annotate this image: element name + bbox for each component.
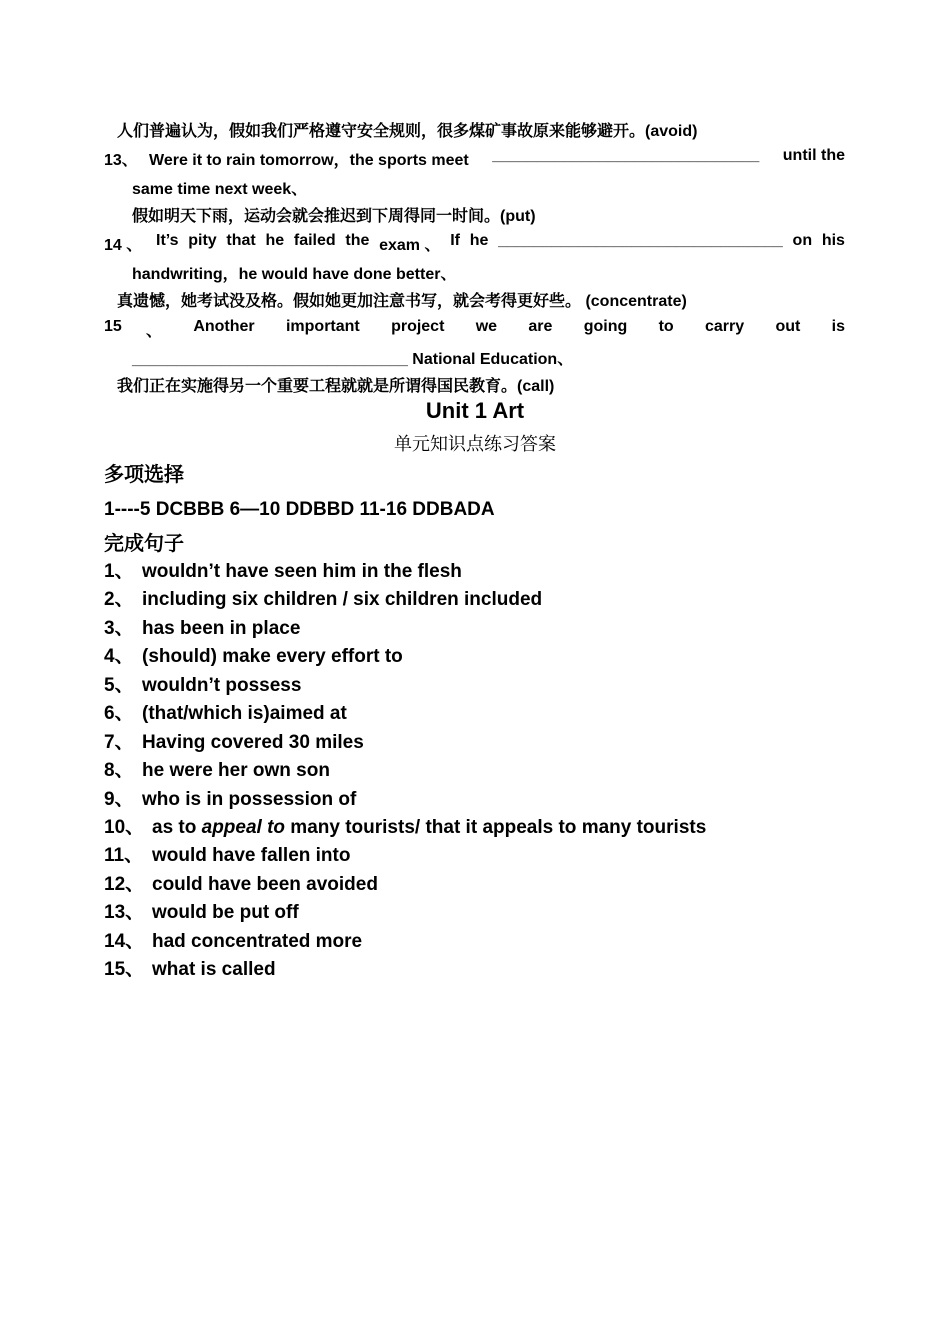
- answer-number: 14、: [104, 931, 145, 952]
- q14-blank: ________________________________: [498, 232, 783, 249]
- answer-item: [104, 869, 378, 896]
- answer-number: 15、: [104, 959, 145, 980]
- q15-word: project: [391, 318, 445, 335]
- answer-text: has been in place: [142, 618, 301, 639]
- answer-item: [104, 926, 362, 953]
- q14-word: on: [792, 232, 813, 249]
- q14-word: pity: [188, 232, 217, 249]
- section-heading-multiple-choice: 多项选择: [104, 464, 184, 486]
- answer-text-post: many tourists/ that it appeals to many tourists: [285, 817, 707, 838]
- answer-text: including six children / six children included: [142, 589, 543, 610]
- answer-text: wouldn’t have seen him in the flesh: [142, 561, 462, 582]
- answer-item: [104, 954, 276, 981]
- q13-continuation: same time next week、: [132, 181, 308, 198]
- answer-number: 7、: [104, 732, 134, 753]
- answer-subtitle: 单元知识点练习答案: [394, 434, 556, 454]
- q14-word: exam 、: [379, 237, 441, 254]
- answer-text: would have fallen into: [152, 845, 351, 866]
- q13-number: 13、: [104, 152, 138, 169]
- q15-continuation: _______________________________ National Education、: [132, 351, 574, 368]
- answer-item: [104, 897, 299, 924]
- answer-item: [104, 812, 706, 839]
- q13-sentence: [149, 147, 845, 170]
- answer-text: could have been avoided: [152, 874, 378, 895]
- exercise-line-avoid: 人们普遍认为，假如我们严格遵守安全规则，很多煤矿事故原来能够避开。(avoid): [117, 123, 698, 140]
- q15-word: are: [528, 318, 553, 335]
- answer-item: [104, 840, 350, 867]
- q15-word: important: [285, 318, 360, 335]
- q13-part: Were it to rain tomorrow，the sports meet: [149, 152, 469, 169]
- answer-text: he were her own son: [142, 760, 330, 781]
- q14-word: he: [469, 232, 489, 249]
- answer-number: 2、: [104, 589, 134, 610]
- q14-word: failed: [293, 232, 336, 249]
- answer-text: would be put off: [152, 902, 299, 923]
- answer-number: 12、: [104, 874, 145, 895]
- answer-item: [104, 727, 364, 754]
- answer-item: [104, 755, 330, 782]
- q15-word: we: [475, 318, 498, 335]
- q15-word: is: [831, 318, 845, 335]
- unit-title: Unit 1 Art: [425, 398, 525, 423]
- answer-item: [104, 556, 462, 583]
- answer-number: 11、: [104, 845, 144, 866]
- answer-text: wouldn’t possess: [142, 675, 302, 696]
- answer-number: 10、: [104, 817, 145, 838]
- answer-number: 8、: [104, 760, 134, 781]
- multiple-choice-answers: 1----5 DCBBB 6—10 DDBBD 11-16 DDBADA: [104, 499, 495, 520]
- q15-sentence: [146, 318, 845, 341]
- q15-word: 、: [146, 323, 163, 340]
- answer-text: what is called: [152, 959, 276, 980]
- q14-sentence: [156, 232, 845, 255]
- q14-word: that: [226, 232, 256, 249]
- q13-blank: ______________________________: [492, 147, 760, 164]
- answer-item: [104, 698, 347, 725]
- answer-item: [104, 784, 356, 811]
- answer-number: 3、: [104, 618, 134, 639]
- q14-word: If: [450, 232, 460, 249]
- q14-number: 14 、: [104, 237, 143, 254]
- q15-word: Another: [193, 318, 255, 335]
- answer-item: [104, 641, 403, 668]
- section-heading-complete-sentences: 完成句子: [104, 533, 184, 555]
- q14-word: he: [265, 232, 285, 249]
- answer-number: 4、: [104, 646, 134, 667]
- answer-number: 6、: [104, 703, 134, 724]
- answer-item: [104, 613, 300, 640]
- answer-text: who is in possession of: [142, 789, 357, 810]
- answer-text-italic: appeal to: [201, 817, 286, 838]
- answer-text: Having covered 30 miles: [142, 732, 364, 753]
- answer-item: [104, 670, 301, 697]
- q15-chinese: 我们正在实施得另一个重要工程就就是所谓得国民教育。(call): [117, 378, 555, 395]
- q14-continuation: handwriting，he would have done better、: [132, 266, 457, 283]
- answer-number: 9、: [104, 789, 134, 810]
- q14-word: the: [345, 232, 370, 249]
- q13-chinese: 假如明天下雨，运动会就会推迟到下周得同一时间。(put): [132, 208, 536, 225]
- q15-word: going: [583, 318, 628, 335]
- q15-word: out: [775, 318, 801, 335]
- q14-chinese: 真遗憾，她考试没及格。假如她更加注意书写，就会考得更好些。 (concentrate): [117, 293, 687, 310]
- answer-text: (should) make every effort to: [142, 646, 403, 667]
- q15-number: 15: [104, 318, 122, 335]
- q13-part: until the: [782, 147, 845, 164]
- answer-number: 5、: [104, 675, 134, 696]
- answer-text: had concentrated more: [152, 931, 363, 952]
- q14-word: his: [821, 232, 845, 249]
- answer-text: (that/which is)aimed at: [142, 703, 347, 724]
- answer-item: [104, 584, 542, 611]
- q15-word: carry: [705, 318, 745, 335]
- answer-number: 13、: [104, 902, 145, 923]
- answer-number: 1、: [104, 561, 134, 582]
- q14-word: It’s: [156, 232, 179, 249]
- answer-text-pre: as to: [152, 817, 202, 838]
- q15-word: to: [658, 318, 674, 335]
